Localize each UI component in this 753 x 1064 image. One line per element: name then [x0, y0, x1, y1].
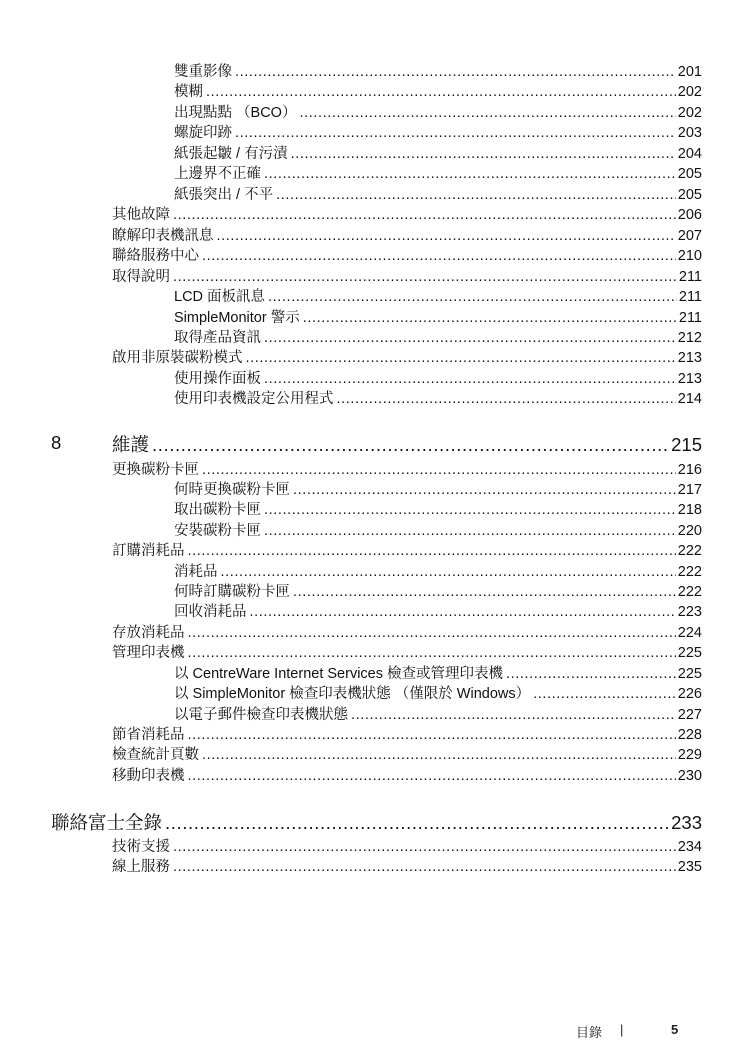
toc-entry[interactable] [174, 520, 702, 540]
toc-entry[interactable] [112, 540, 702, 560]
toc-entry-title: 更換碳粉卡匣 [112, 462, 199, 478]
dot-leader [293, 481, 676, 499]
toc-entry-title: 維護 [112, 434, 150, 455]
dot-leader [337, 390, 676, 408]
toc-entry-page: 211 [678, 289, 702, 305]
toc-entry-page: 205 [677, 187, 702, 203]
dot-leader [188, 644, 676, 662]
toc-entry-title: 存放消耗品 [112, 625, 185, 641]
toc-entry-title: 節省消耗品 [112, 727, 185, 743]
toc-entry-title: 紙張起皺 / 有污漬 [174, 146, 288, 162]
dot-leader [202, 461, 676, 479]
toc-entry-title: LCD 面板訊息 [174, 289, 266, 305]
toc-entry[interactable] [174, 561, 702, 581]
dot-leader [202, 247, 676, 265]
toc-entry-page: 229 [677, 747, 702, 763]
toc-entry[interactable] [174, 122, 702, 142]
toc-entry[interactable] [174, 499, 702, 519]
toc-entry-title: 移動印表機 [112, 768, 185, 784]
dot-leader [250, 603, 676, 621]
dot-leader [506, 665, 676, 683]
toc-entry-page: 216 [677, 462, 702, 478]
dot-leader [246, 349, 676, 367]
toc-entry[interactable] [112, 459, 702, 479]
toc-entry[interactable] [112, 347, 702, 367]
toc-entry-page: 224 [677, 625, 702, 641]
toc-entry[interactable] [112, 266, 702, 286]
toc-entry-page: 234 [677, 839, 702, 855]
toc-entry-page: 204 [677, 146, 702, 162]
toc-entry-page: 206 [677, 207, 702, 223]
toc-entry[interactable] [112, 724, 702, 744]
toc-entry-page: 202 [677, 84, 702, 100]
toc-entry-page: 227 [677, 707, 702, 723]
toc-entry-title: 啟用非原裝碳粉模式 [112, 350, 243, 366]
toc-entry[interactable] [112, 622, 702, 642]
footer-section: 目錄 [576, 1025, 603, 1040]
toc-entry-title: 雙重影像 [174, 64, 232, 80]
toc-entry-title: 以 SimpleMonitor 檢查印表機狀態 （僅限於 Windows） [174, 686, 531, 702]
dot-leader [264, 370, 676, 388]
dot-leader [173, 838, 676, 856]
toc-entry[interactable] [174, 479, 702, 499]
toc-entry-title: 出現點點 （BCO） [174, 105, 297, 121]
toc-entry[interactable] [112, 765, 702, 785]
dot-leader [188, 726, 676, 744]
dot-leader [173, 206, 676, 224]
toc-entry-page: 210 [677, 248, 702, 264]
toc-entry-page: 211 [678, 310, 702, 326]
toc-entry-page: 211 [678, 269, 702, 285]
toc-entry[interactable] [174, 368, 702, 388]
dot-leader [173, 858, 676, 876]
dot-leader [533, 685, 676, 703]
toc-entry[interactable] [174, 286, 702, 306]
toc-entry-title: 使用操作面板 [174, 371, 261, 387]
toc-entry-title: 聯絡服務中心 [112, 248, 199, 264]
toc-entry-title: 安裝碳粉卡匣 [174, 523, 261, 539]
toc-entry-title: 以電子郵件檢查印表機狀態 [174, 707, 348, 723]
toc-entry-page: 225 [677, 666, 702, 682]
footer-page-number: 5 [671, 1022, 679, 1037]
toc-entry[interactable] [112, 856, 702, 876]
dot-leader [221, 563, 676, 581]
toc-entry-title: 螺旋印跡 [174, 125, 232, 141]
dot-leader [235, 124, 676, 142]
toc-entry[interactable] [174, 61, 702, 81]
dot-leader [152, 434, 669, 456]
toc-entry-page: 201 [677, 64, 702, 80]
dot-leader [351, 706, 676, 724]
dot-leader [291, 145, 676, 163]
toc-entry[interactable] [112, 204, 702, 224]
dot-leader [188, 624, 676, 642]
dot-leader [264, 165, 676, 183]
toc-entry[interactable] [112, 245, 702, 265]
toc-entry-page: 220 [677, 523, 702, 539]
toc-entry-title: 管理印表機 [112, 645, 185, 661]
toc-entry[interactable] [174, 102, 702, 122]
toc-entry-page: 207 [677, 228, 702, 244]
toc-entry-title: 取得說明 [112, 269, 170, 285]
toc-entry[interactable] [174, 683, 702, 703]
toc-entry[interactable] [174, 388, 702, 408]
toc-entry-title: 紙張突出 / 不平 [174, 187, 274, 203]
toc-entry-page: 226 [677, 686, 702, 702]
toc-entry[interactable] [174, 704, 702, 724]
toc-entry-page: 223 [677, 604, 702, 620]
page-footer [576, 1022, 679, 1041]
toc-entry[interactable] [174, 327, 702, 347]
chapter-number: 8 [51, 432, 62, 453]
toc-entry[interactable] [112, 642, 702, 662]
toc-entry[interactable] [112, 432, 702, 456]
toc-entry[interactable] [112, 836, 702, 856]
dot-leader [293, 583, 676, 601]
toc-entry-page: 217 [677, 482, 702, 498]
toc-entry[interactable] [174, 184, 702, 204]
toc-entry-page: 222 [677, 584, 702, 600]
dot-leader [264, 522, 676, 540]
toc-entry-title: 聯絡富士全錄 [51, 812, 163, 833]
dot-leader [276, 186, 676, 204]
toc-entry-page: 225 [677, 645, 702, 661]
toc-entry[interactable] [112, 225, 702, 245]
dot-leader [202, 746, 676, 764]
dot-leader [188, 767, 676, 785]
toc-entry-page: 222 [677, 543, 702, 559]
toc-entry-page: 228 [677, 727, 702, 743]
toc-entry-page: 212 [677, 330, 702, 346]
toc-entry-page: 218 [677, 502, 702, 518]
toc-entry-title: 以 CentreWare Internet Services 檢查或管理印表機 [174, 666, 504, 682]
dot-leader [217, 227, 676, 245]
dot-leader [303, 309, 677, 327]
toc-entry-page: 215 [671, 434, 702, 455]
toc-entry-page: 203 [677, 125, 702, 141]
toc-entry[interactable] [174, 581, 702, 601]
dot-leader [264, 501, 676, 519]
dot-leader [299, 104, 675, 122]
dot-leader [165, 812, 669, 834]
toc-entry-title: 取得產品資訊 [174, 330, 261, 346]
toc-entry[interactable] [174, 143, 702, 163]
toc-entry-title: 模糊 [174, 84, 203, 100]
dot-leader [264, 329, 676, 347]
dot-leader [173, 268, 677, 286]
toc-entry[interactable] [174, 307, 702, 327]
toc-entry-title: 何時訂購碳粉卡匣 [174, 584, 290, 600]
toc-entry-title: 瞭解印表機訊息 [112, 228, 214, 244]
toc-entry-page: 213 [677, 371, 702, 387]
toc-entry-page: 235 [677, 859, 702, 875]
toc-entry[interactable] [51, 810, 702, 834]
dot-leader [235, 63, 676, 81]
toc-entry-title: 線上服務 [112, 859, 170, 875]
toc-entry-page: 213 [677, 350, 702, 366]
toc-entry-title: 其他故障 [112, 207, 170, 223]
toc-entry[interactable] [112, 744, 702, 764]
toc-entry-title: 回收消耗品 [174, 604, 247, 620]
footer-separator: | [620, 1022, 624, 1037]
toc-entry-title: 訂購消耗品 [112, 543, 185, 559]
toc-entry[interactable] [174, 163, 702, 183]
toc-entry-title: 上邊界不正確 [174, 166, 261, 182]
toc-entry-page: 214 [677, 391, 702, 407]
toc-entry-page: 230 [677, 768, 702, 784]
toc-entry-title: 技術支援 [112, 839, 170, 855]
toc-entry-title: 檢查統計頁數 [112, 747, 199, 763]
toc-entry-title: 使用印表機設定公用程式 [174, 391, 334, 407]
toc-entry[interactable] [174, 601, 702, 621]
toc-entry-page: 233 [671, 812, 702, 833]
dot-leader [206, 83, 676, 101]
toc-entry-page: 222 [677, 564, 702, 580]
toc-entry-page: 205 [677, 166, 702, 182]
toc-entry-title: SimpleMonitor 警示 [174, 310, 300, 326]
toc-entry[interactable] [174, 81, 702, 101]
toc-entry-title: 消耗品 [174, 564, 218, 580]
toc-entry[interactable] [174, 663, 702, 683]
dot-leader [268, 288, 677, 306]
dot-leader [188, 542, 676, 560]
toc-entry-page: 202 [677, 105, 702, 121]
toc-entry-title: 取出碳粉卡匣 [174, 502, 261, 518]
toc-entry-title: 何時更換碳粉卡匣 [174, 482, 290, 498]
